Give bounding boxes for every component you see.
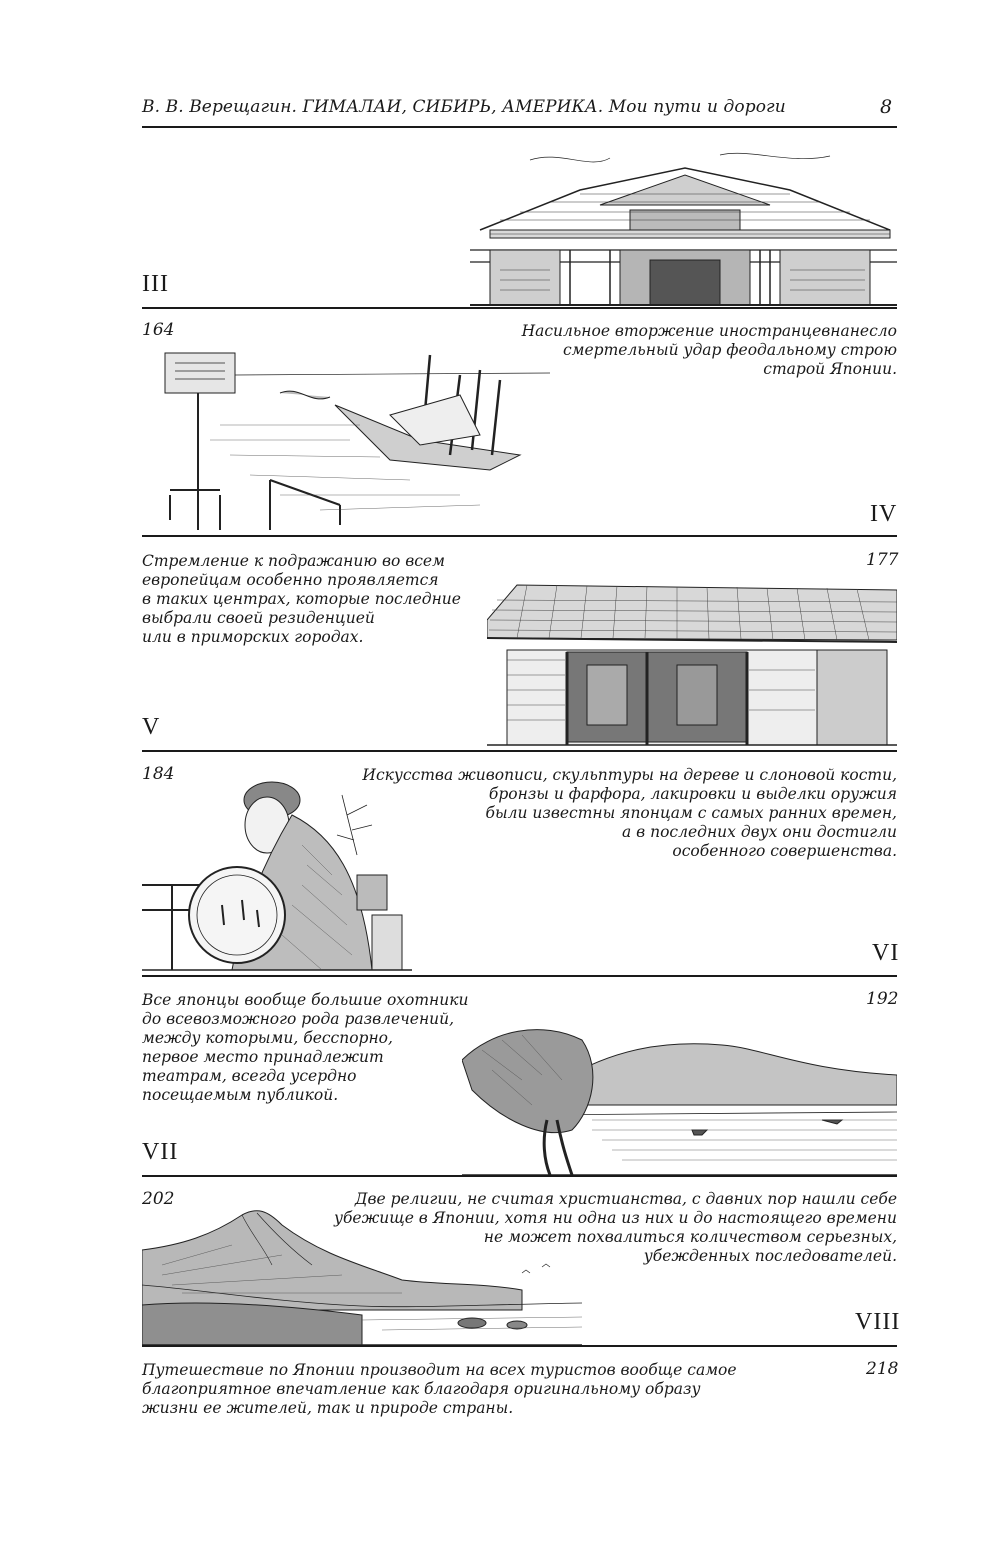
caption-line: первое место принадлежит bbox=[142, 1048, 384, 1066]
section-numeral-viii: VIII bbox=[855, 1309, 901, 1335]
caption-line: благоприятное впечатление как благодаря оригинальному образу bbox=[142, 1380, 701, 1398]
section-page-number: 192 bbox=[866, 989, 899, 1009]
bay-engraving bbox=[462, 1020, 897, 1175]
caption-line: Все японцы вообще большие охотники bbox=[142, 991, 469, 1009]
caption-line: а в последних двух они достигли bbox=[622, 823, 897, 841]
caption-line: жизни ее жителей, так и природе страны. bbox=[142, 1399, 514, 1417]
section-page-number: 177 bbox=[866, 550, 899, 570]
section-numeral-iv: IV bbox=[870, 501, 898, 527]
section-page-number: 164 bbox=[142, 320, 175, 340]
caption-line: Стремление к подражанию во всем bbox=[142, 552, 445, 570]
caption-line: до всевозможного рода развлечений, bbox=[142, 1010, 455, 1028]
caption-line: или в приморских городах. bbox=[142, 628, 364, 646]
caption-line: посещаемым публикой. bbox=[142, 1086, 339, 1104]
caption-line: Две религии, не считая христианства, с давних пор нашли себе bbox=[354, 1190, 897, 1208]
section-numeral-v: V bbox=[142, 714, 161, 740]
section-numeral-iii: III bbox=[142, 271, 169, 297]
caption-line: выбрали своей резиденцией bbox=[142, 609, 375, 627]
musician-engraving bbox=[142, 775, 412, 975]
caption-line: старой Японии. bbox=[763, 360, 897, 378]
caption-line: убежище в Японии, хотя ни одна из них и до настоящего времени bbox=[333, 1209, 897, 1227]
temple-engraving bbox=[470, 150, 897, 308]
section-page-number: 218 bbox=[866, 1359, 899, 1379]
running-header-title: В. В. Верещагин. ГИМАЛАИ, СИБИРЬ, АМЕРИКА. Мои пути и дороги bbox=[142, 97, 786, 117]
caption-line: Искусства живописи, скульптуры на дереве и слоновой кости, bbox=[362, 766, 897, 784]
section-caption bbox=[362, 766, 897, 861]
section-rule bbox=[142, 307, 897, 309]
section-numeral-vi: VI bbox=[872, 940, 900, 966]
running-header-page-number: 8 bbox=[880, 96, 893, 118]
caption-line: особенного совершенства. bbox=[672, 842, 897, 860]
section-rule bbox=[142, 1345, 897, 1347]
caption-line: между которыми, бесспорно, bbox=[142, 1029, 393, 1047]
caption-line: театрам, всегда усердно bbox=[142, 1067, 357, 1085]
house-engraving bbox=[487, 580, 897, 750]
caption-line: европейцам особенно проявляется bbox=[142, 571, 439, 589]
section-page-number: 184 bbox=[142, 764, 175, 784]
section-rule bbox=[142, 535, 897, 537]
caption-line: смертельный удар феодальному строю bbox=[562, 341, 897, 359]
caption-line: Насильное вторжение иностранцевнанесло bbox=[521, 322, 897, 340]
mountain-engraving bbox=[142, 1205, 582, 1345]
section-rule bbox=[142, 975, 897, 977]
caption-line: в таких центрах, которые последние bbox=[142, 590, 461, 608]
section-caption bbox=[142, 552, 461, 647]
section-rule bbox=[142, 1175, 897, 1177]
section-page-number: 202 bbox=[142, 1189, 175, 1209]
caption-line: были известны японцам с самых ранних времен, bbox=[485, 804, 897, 822]
section-rule bbox=[142, 750, 897, 752]
caption-line: бронзы и фарфора, лакировки и выделки оружия bbox=[488, 785, 897, 803]
harbor-engraving bbox=[160, 345, 550, 535]
section-caption bbox=[522, 322, 897, 379]
caption-line: Путешествие по Японии производит на всех туристов вообще самое bbox=[142, 1361, 737, 1379]
caption-line: убежденных последователей. bbox=[643, 1247, 897, 1265]
header-rule bbox=[142, 126, 897, 128]
section-caption bbox=[142, 1361, 737, 1418]
caption-line: не может похвалиться количеством серьезных, bbox=[483, 1228, 897, 1246]
section-numeral-vii: VII bbox=[142, 1139, 179, 1165]
section-caption bbox=[142, 991, 468, 1105]
